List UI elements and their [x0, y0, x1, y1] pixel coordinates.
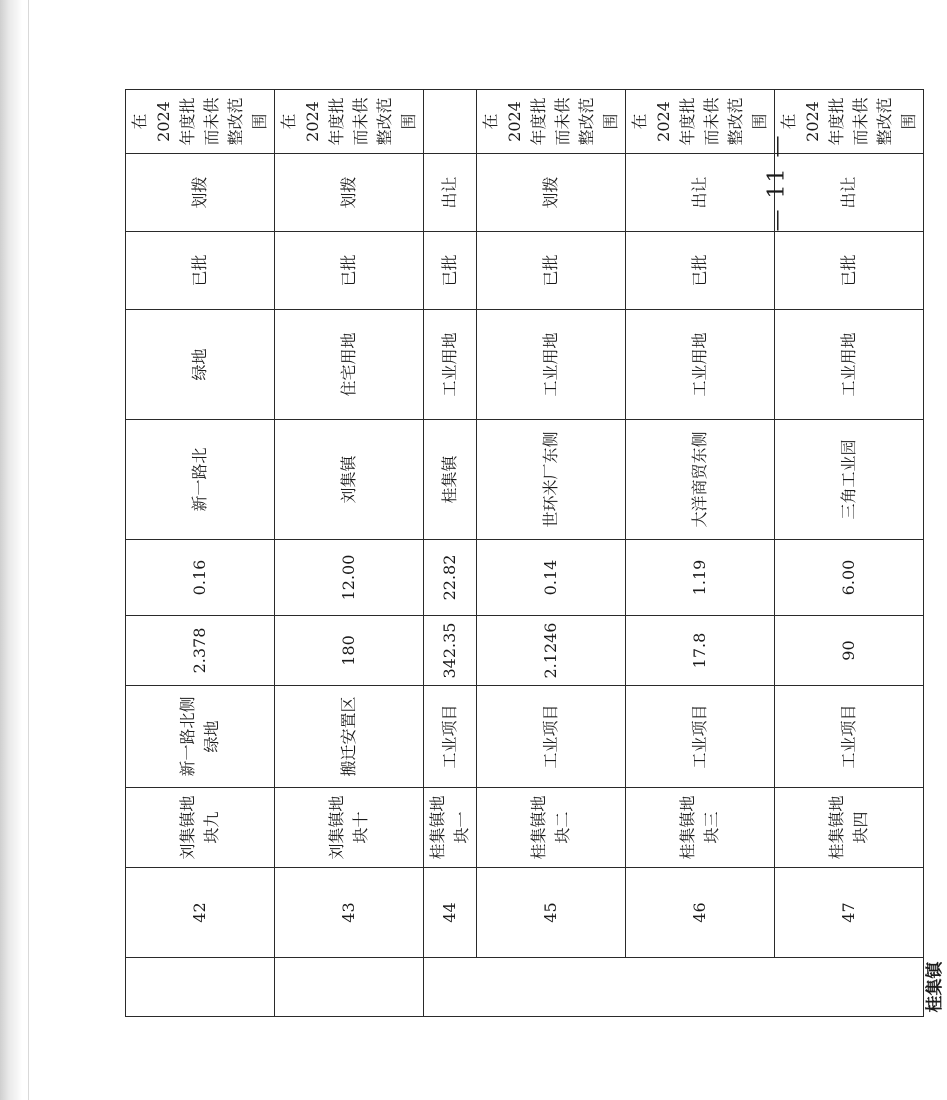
supply-method: 划拨 — [477, 154, 626, 232]
project-name: 工业项目 — [626, 686, 775, 788]
remark: 在2024年度批而未供整改范围 — [477, 90, 626, 154]
land-use: 绿地 — [126, 310, 275, 420]
project-name: 工业项目 — [775, 686, 924, 788]
town-cell — [126, 958, 275, 1017]
table-row — [126, 90, 275, 1017]
table-row — [424, 90, 477, 1017]
project-name: 搬迁安置区 — [275, 686, 424, 788]
table-row — [626, 90, 775, 1017]
town-cell — [275, 958, 424, 1017]
row-number: 44 — [424, 868, 477, 958]
approval-status: 已批 — [126, 232, 275, 310]
rotated-table-container — [125, 90, 945, 1017]
row-number: 47 — [775, 868, 924, 958]
parcel-name: 桂集镇地块一 — [424, 788, 477, 868]
area-mu: 180 — [275, 616, 424, 686]
approval-status: 已批 — [626, 232, 775, 310]
location: 新一路北 — [126, 420, 275, 540]
approval-status: 已批 — [275, 232, 424, 310]
area-ha: 0.14 — [477, 540, 626, 616]
area-mu: 342.35 — [424, 616, 477, 686]
approval-status: 已批 — [424, 232, 477, 310]
area-mu: 90 — [775, 616, 924, 686]
approval-status: 已批 — [477, 232, 626, 310]
area-ha: 6.00 — [775, 540, 924, 616]
area-ha: 22.82 — [424, 540, 477, 616]
supply-method: 划拨 — [126, 154, 275, 232]
table-row — [275, 90, 424, 1017]
location: 大洋商贸东侧 — [626, 420, 775, 540]
remark — [424, 90, 477, 154]
remark: 在2024年度批而未供整改范围 — [275, 90, 424, 154]
location: 桂集镇 — [424, 420, 477, 540]
row-number: 42 — [126, 868, 275, 958]
land-supply-table — [125, 89, 945, 1017]
supply-method: 出让 — [626, 154, 775, 232]
land-use: 住宅用地 — [275, 310, 424, 420]
supply-method: 出让 — [775, 154, 924, 232]
approval-status: 已批 — [775, 232, 924, 310]
area-mu: 17.8 — [626, 616, 775, 686]
parcel-name: 桂集镇地块四 — [775, 788, 924, 868]
remark: 在2024年度批而未供整改范围 — [126, 90, 275, 154]
location: 三角工业园 — [775, 420, 924, 540]
remark: 在2024年度批而未供整改范围 — [775, 90, 924, 154]
area-mu: 2.378 — [126, 616, 275, 686]
supply-method: 出让 — [424, 154, 477, 232]
land-use: 工业用地 — [626, 310, 775, 420]
supply-method: 划拨 — [275, 154, 424, 232]
area-ha: 0.16 — [126, 540, 275, 616]
land-use: 工业用地 — [775, 310, 924, 420]
area-ha: 12.00 — [275, 540, 424, 616]
area-mu: 2.1246 — [477, 616, 626, 686]
land-use: 工业用地 — [477, 310, 626, 420]
town-group-label: 桂集镇 — [925, 961, 945, 1013]
row-number: 46 — [626, 868, 775, 958]
project-name: 工业项目 — [424, 686, 477, 788]
scan-edge-shadow — [0, 0, 22, 1100]
table-row — [477, 90, 626, 1017]
area-ha: 1.19 — [626, 540, 775, 616]
table-row — [775, 90, 924, 1017]
project-name: 工业项目 — [477, 686, 626, 788]
parcel-name: 刘集镇地块十 — [275, 788, 424, 868]
town-group-cell — [424, 958, 945, 1017]
row-number: 43 — [275, 868, 424, 958]
scan-binding-line — [28, 0, 29, 1100]
location: 刘集镇 — [275, 420, 424, 540]
parcel-name: 刘集镇地块九 — [126, 788, 275, 868]
project-name: 新一路北侧绿地 — [126, 686, 275, 788]
parcel-name: 桂集镇地块三 — [626, 788, 775, 868]
parcel-name: 桂集镇地块二 — [477, 788, 626, 868]
location: 世环米厂东侧 — [477, 420, 626, 540]
row-number: 45 — [477, 868, 626, 958]
remark: 在2024年度批而未供整改范围 — [626, 90, 775, 154]
page-number: — 11 — — [764, 133, 790, 232]
land-use: 工业用地 — [424, 310, 477, 420]
